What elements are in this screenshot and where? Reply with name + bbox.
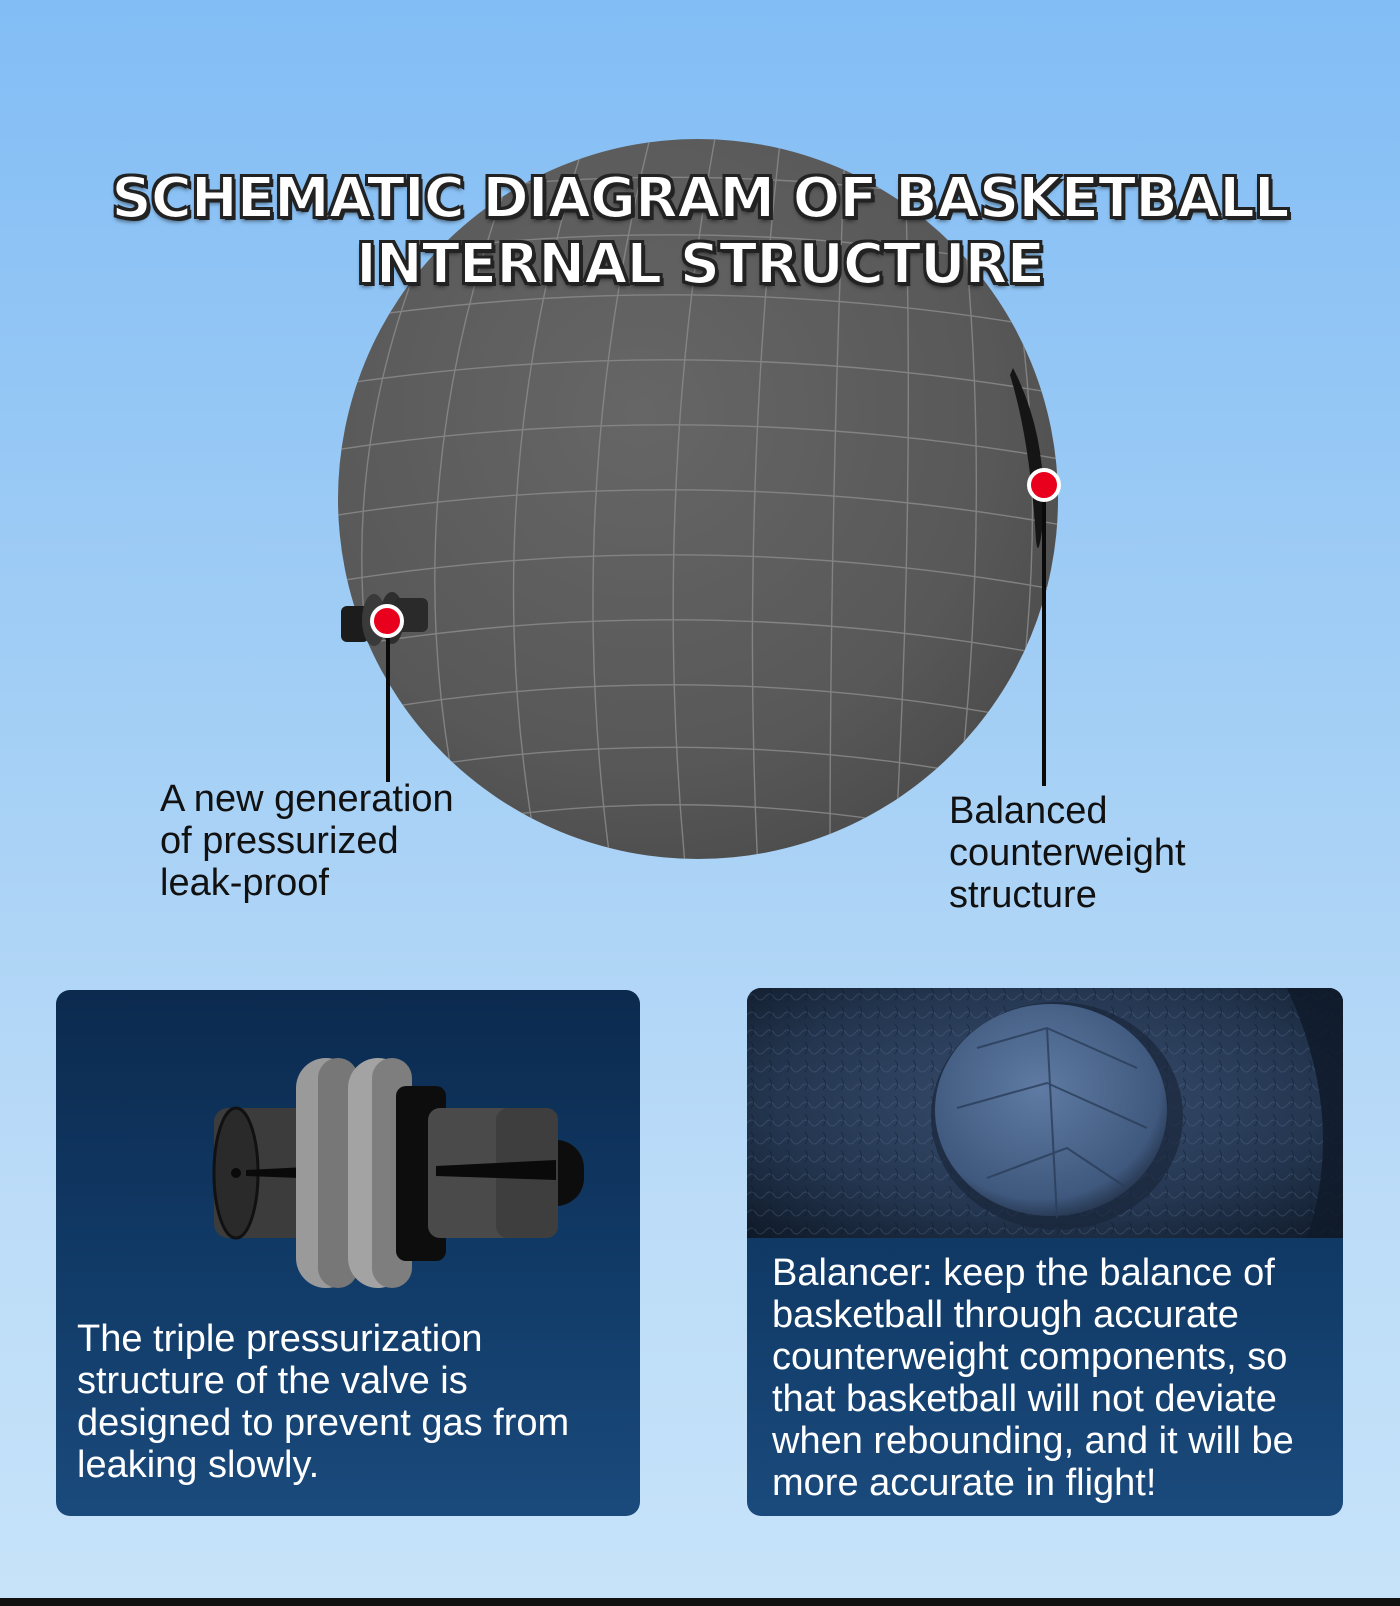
counterweight-marker-dot [1029, 470, 1059, 500]
page-title [0, 166, 1400, 298]
title-line-1: SCHEMATIC DIAGRAM OF BASKETBALL [111, 166, 1289, 231]
valve-callout-label: A new generation of pressurized leak-proof [160, 778, 454, 904]
valve-info-card [56, 990, 640, 1516]
title-line-2: INTERNAL STRUCTURE [356, 232, 1044, 297]
counterweight-callout-label: Balanced counterweight structure [949, 790, 1186, 916]
valve-marker-dot [372, 606, 402, 636]
valve-icon [56, 990, 640, 1290]
valve-card-description: The triple pressurization structure of the valve is designed to prevent gas from leaking slowly. [77, 1318, 570, 1486]
bottom-border [0, 1598, 1400, 1606]
balancer-info-card [747, 988, 1343, 1516]
balancer-card-description: Balancer: keep the balance of basketball through accurate counterweight components, so that basketball will not deviate when rebounding, and it will be more accurate in flight! [772, 1252, 1294, 1504]
balancer-closeup-icon [747, 988, 1343, 1238]
